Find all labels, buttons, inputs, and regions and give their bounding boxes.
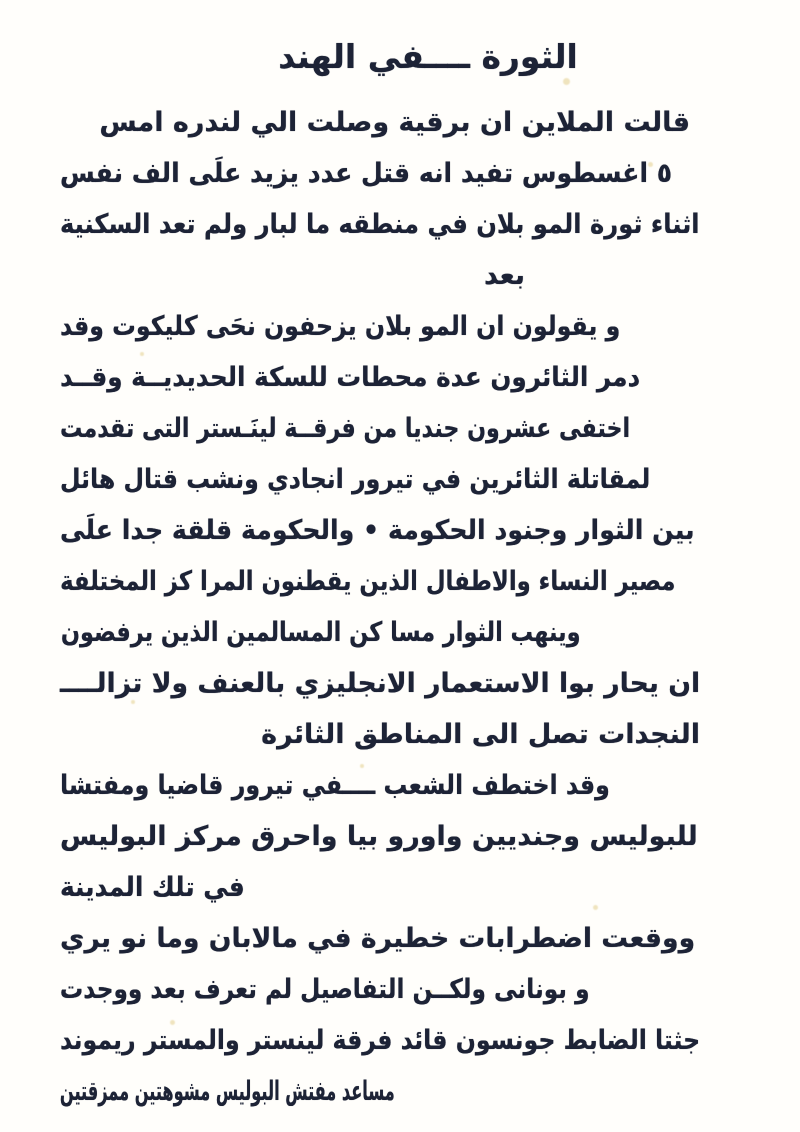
text-line	[60, 351, 700, 402]
text-line-content: وقد اختطف الشعب ــــفي تيرور قاضيا ومفتشا	[60, 770, 610, 801]
text-line	[60, 861, 700, 912]
text-line-content: ان يحار بوا الاستعمار الانجليزي بالعنف ولا تزالــــ	[59, 668, 700, 699]
text-line-content: في تلك المدينة	[60, 872, 245, 903]
text-line	[60, 198, 700, 249]
text-line	[60, 300, 700, 351]
text-line-content: بعد	[484, 260, 525, 291]
text-line-content: ووقعت اضطرابات خطيرة في مالابان وما نو يري	[59, 923, 695, 954]
text-line-content: ٥ اغسطوس تفيد انه قتل عدد يزيد علَى الف نفس	[59, 158, 672, 189]
text-line	[60, 708, 700, 759]
text-line-content: و بونانى ولكــن التفاصيل لم تعرف بعد ووجدت	[60, 974, 590, 1005]
article-title: الثورة ــــفي الهند	[278, 37, 578, 76]
text-line	[60, 657, 700, 708]
text-line	[60, 1014, 700, 1065]
paragraph	[60, 96, 700, 300]
text-line-content: النجدات تصل الى المناطق الثائرة	[261, 719, 700, 750]
text-line-content: للبوليس وجنديين واورو بيا واحرق مركز البوليس	[60, 821, 698, 852]
paragraph	[60, 606, 700, 759]
text-line	[60, 402, 700, 453]
text-line	[60, 453, 700, 504]
text-line-content: قالت الملاين ان برقية وصلت الي لندره امس	[99, 107, 690, 138]
paragraph	[60, 759, 700, 912]
text-line	[60, 504, 700, 555]
text-line-content: مساعد مفتش البوليس مشوهتين ممزقتين	[60, 1076, 395, 1107]
paragraph	[60, 300, 700, 606]
text-line	[60, 249, 700, 300]
text-line	[60, 96, 700, 147]
text-line-content: وينهب الثوار مسا كن المسالمين الذين يرفضون	[60, 617, 580, 648]
text-line-content: جثتا الضابط جونسون قائد فرقة لينستر والمستر ريموند	[59, 1025, 700, 1056]
text-line	[60, 147, 700, 198]
text-line-content: و يقولون ان المو بلان يزحفون نحَى كليكوت وقد	[59, 311, 620, 342]
text-line	[60, 1065, 700, 1116]
text-line-content: لمقاتلة الثائرين في تيرور انجادي ونشب قتال هائل	[59, 464, 650, 495]
text-line	[60, 606, 700, 657]
paragraph	[60, 912, 700, 1116]
text-line	[60, 912, 700, 963]
text-line-content: دمر الثائرون عدة محطات للسكة الحديديــة وقــد	[59, 362, 640, 393]
text-line-content: بين الثوار وجنود الحكومة • والحكومة قلقة جدا علَى	[60, 515, 695, 546]
text-line	[60, 963, 700, 1014]
text-line	[60, 759, 700, 810]
text-line-content: اختفى عشرون جنديا من فرقــة لينَـستر التى تقدمت	[59, 413, 630, 444]
article-body	[60, 96, 700, 1116]
text-line-content: مصير النساء والاطفال الذين يقطنون المرا كز المختلفة	[59, 566, 675, 597]
text-line	[60, 810, 700, 861]
text-line	[60, 555, 700, 606]
text-line-content: اثناء ثورة المو بلان في منطقه ما لبار ولم تعد السكنية	[60, 209, 700, 240]
